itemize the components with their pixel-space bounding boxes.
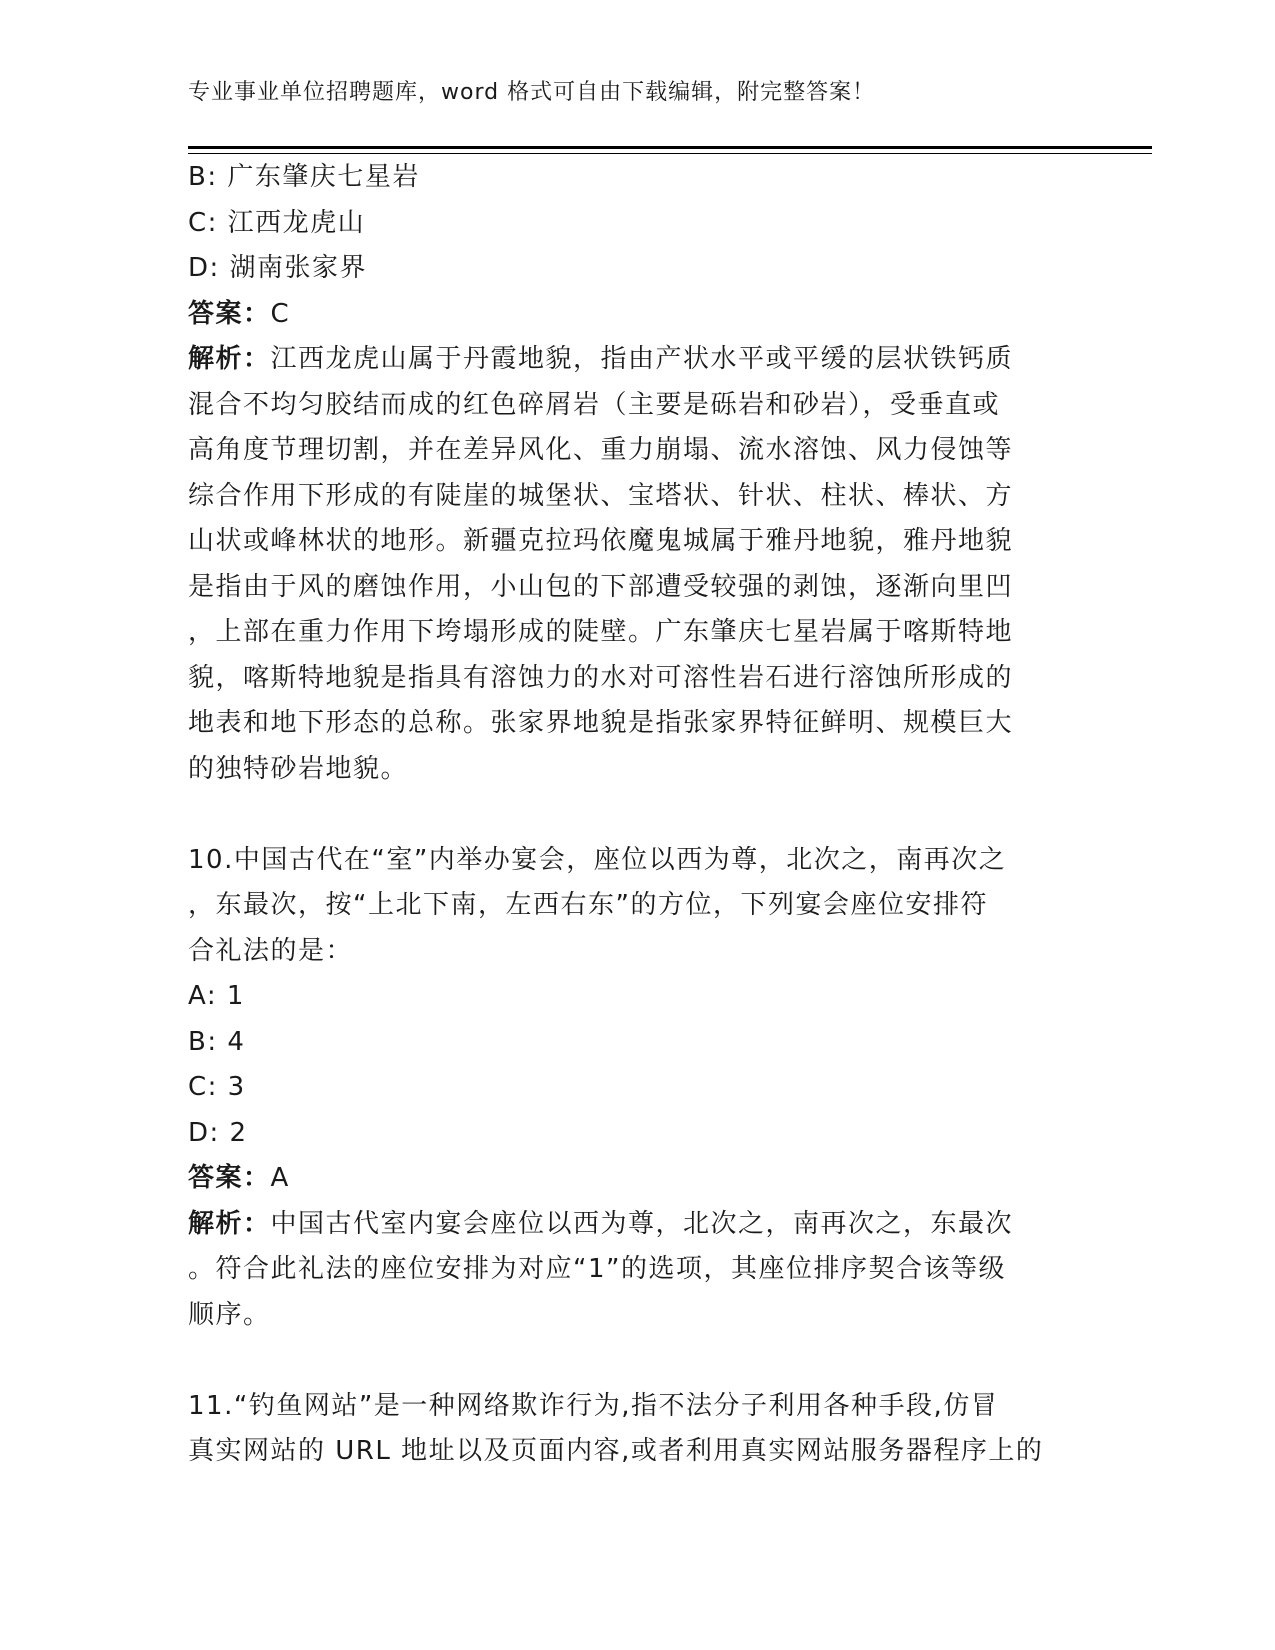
q10-analysis-label: 解析： — [188, 1208, 271, 1239]
q9-analysis-line: 山状或峰林状的地形。新疆克拉玛依魔鬼城属于雅丹地貌，雅丹地貌 — [188, 526, 1014, 556]
q9-analysis-line: ，上部在重力作用下垮塌形成的陡壁。广东肇庆七星岩属于喀斯特地 — [188, 617, 1014, 647]
q11-question-line: 真实网站的 URL 地址以及页面内容,或者利用真实网站服务器程序上的 — [188, 1436, 1044, 1466]
q9-analysis-line: 是指由于风的磨蚀作用，小山包的下部遭受较强的剥蚀，逐渐向里凹 — [188, 571, 1014, 602]
q10-option-c: C: 3 — [188, 1072, 246, 1102]
page-header: 专业事业单位招聘题库，word 格式可自由下载编辑，附完整答案！ — [188, 80, 876, 105]
q9-answer — [188, 292, 1088, 338]
q9-analysis-line — [188, 337, 1088, 383]
q10-analysis-line: 顺序。 — [188, 1299, 271, 1330]
q10-question-line: 10.中国古代在“室”内举办宴会，座位以西为尊，北次之，南再次之 — [188, 844, 1007, 875]
q9-analysis-line: 地表和地下形态的总称。张家界地貌是指张家界特征鲜明、规模巨大 — [188, 708, 1014, 738]
section-gap — [188, 792, 1088, 838]
q10-question-line: 合礼法的是： — [188, 935, 354, 966]
q9-option-c: C: 江西龙虎山 — [188, 207, 366, 238]
q10-analysis-line — [188, 1202, 1088, 1248]
q9-option-b: B: 广东肇庆七星岩 — [188, 162, 420, 192]
q10-option-a: A: 1 — [188, 981, 245, 1011]
q9-analysis-line: 的独特砂岩地貌。 — [188, 753, 409, 784]
q9-analysis-line: 混合不均匀胶结而成的红色碎屑岩（主要是砾岩和砂岩），受垂直或 — [188, 389, 1001, 420]
q10-question-line: ，东最次，按“上北下南，左西右东”的方位，下列宴会座位安排符 — [188, 890, 988, 920]
q9-analysis-line: 貌，喀斯特地貌是指具有溶蚀力的水对可溶性岩石进行溶蚀所形成的 — [188, 662, 1014, 693]
q10-answer-value: A — [270, 1163, 290, 1193]
q9-answer-value: C — [270, 298, 291, 329]
q11-question-line: 11.“钓鱼网站”是一种网络欺诈行为,指不法分子利用各种手段,仿冒 — [188, 1390, 999, 1421]
header-rule-thick — [188, 146, 1152, 149]
q9-analysis-label: 解析： — [188, 344, 271, 374]
q10-option-b: B: 4 — [188, 1026, 246, 1057]
section-gap — [188, 1338, 1088, 1384]
q9-answer-label: 答案： — [188, 298, 271, 329]
q10-analysis-text: 中国古代室内宴会座位以西为尊，北次之，南再次之，东最次 — [270, 1208, 1014, 1239]
q10-answer — [188, 1156, 1088, 1202]
q10-answer-label: 答案： — [188, 1163, 271, 1193]
q9-analysis-text: 江西龙虎山属于丹霞地貌，指由产状水平或平缓的层状铁钙质 — [270, 344, 1014, 374]
q10-option-d: D: 2 — [188, 1117, 248, 1148]
q10-analysis-line: 。符合此礼法的座位安排为对应“1”的选项，其座位排序契合该等级 — [188, 1254, 1006, 1284]
q9-option-d: D: 湖南张家界 — [188, 253, 368, 283]
q9-analysis-line: 综合作用下形成的有陡崖的城堡状、宝塔状、针状、柱状、棒状、方 — [188, 480, 1014, 511]
header-rule-thin — [188, 153, 1152, 154]
q9-analysis-line: 高角度节理切割，并在差异风化、重力崩塌、流水溶蚀、风力侵蚀等 — [188, 435, 1014, 465]
document-body — [188, 155, 1088, 1475]
